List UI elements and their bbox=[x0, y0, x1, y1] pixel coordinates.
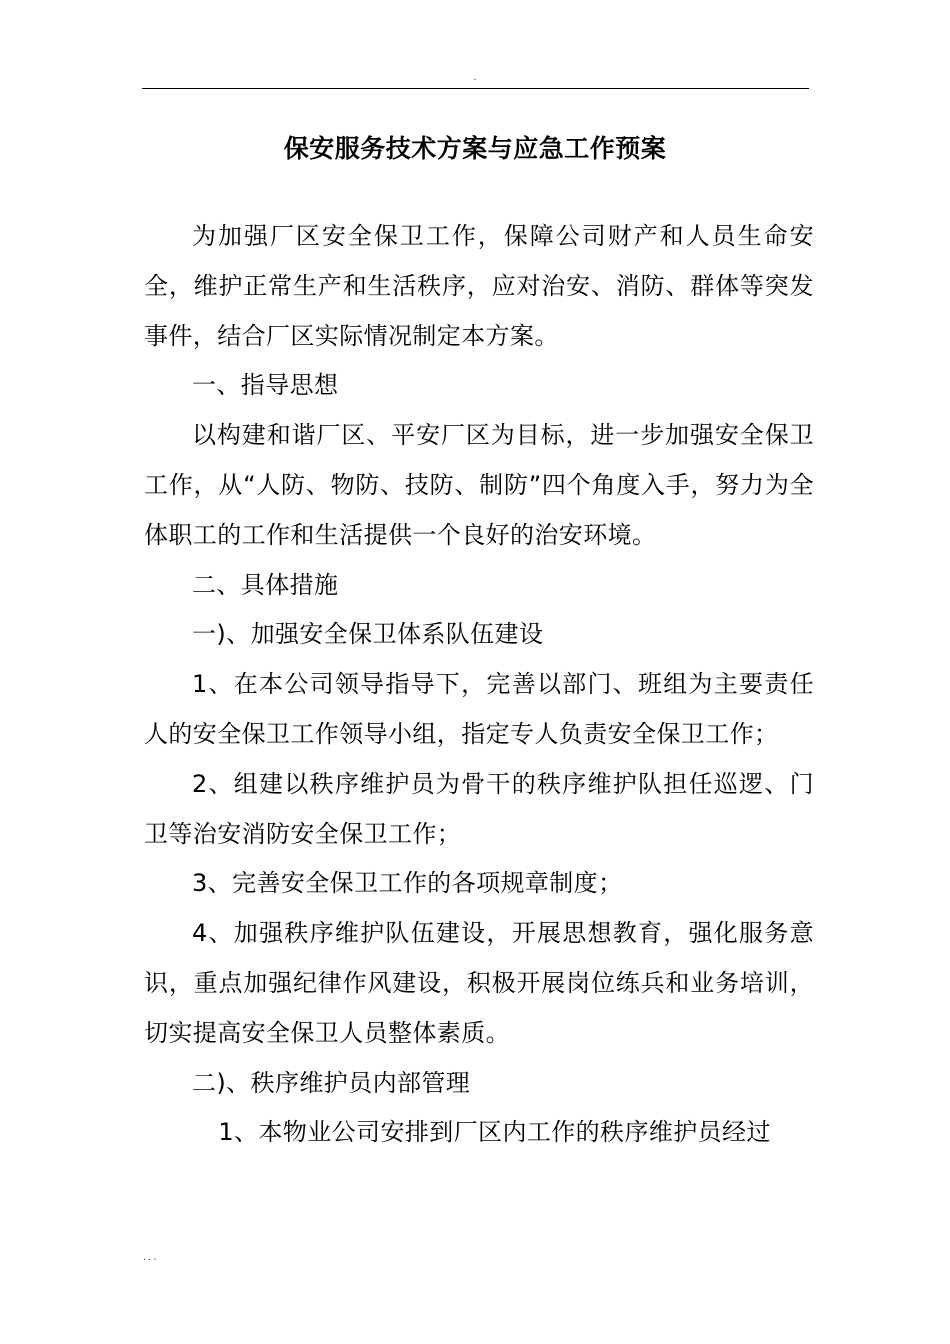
header-rule bbox=[142, 88, 809, 89]
subheading-team-building: 一)、加强安全保卫体系队伍建设 bbox=[192, 620, 544, 649]
document-title: 保安服务技术方案与应急工作预案 bbox=[283, 133, 667, 163]
list-item-2: 2、组建以秩序维护员为骨干的秩序维护队担任巡逻、门卫等治安消防安全保卫工作； bbox=[144, 769, 814, 848]
list-item-1: 1、在本公司领导指导下，完善以部门、班组为主要责任人的安全保卫工作领导小组，指定专人负责安全保卫工作； bbox=[144, 670, 814, 748]
heading-guiding-ideology: 一、指导思想 bbox=[192, 371, 339, 400]
footer-mark: ... bbox=[143, 1252, 159, 1263]
list-item-management-1: 1、本物业公司安排到厂区内工作的秩序维护员经过 bbox=[218, 1118, 771, 1147]
header-mark: . bbox=[473, 72, 477, 83]
list-item-4: 4、加强秩序维护队伍建设，开展思想教育，强化服务意识，重点加强纪律作风建设，积极开展岗位练兵和业务培训，切实提高安全保卫人员整体素质。 bbox=[144, 919, 814, 1047]
paragraph-intro: 为加强厂区安全保卫工作，保障公司财产和人员生命安全，维护正常生产和生活秩序，应对治安、消防、群体等突发事件，结合厂区实际情况制定本方案。 bbox=[144, 222, 814, 350]
heading-specific-measures: 二、具体措施 bbox=[192, 570, 339, 599]
subheading-internal-management: 二)、秩序维护员内部管理 bbox=[192, 1068, 471, 1097]
paragraph-guiding-ideology: 以构建和谐厂区、平安厂区为目标，进一步加强安全保卫工作，从“人防、物防、技防、制防”四个角度入手，努力为全体职工的工作和生活提供一个良好的治安环境。 bbox=[144, 421, 814, 549]
list-item-3: 3、完善安全保卫工作的各项规章制度； bbox=[192, 869, 623, 898]
document-body bbox=[144, 212, 814, 1158]
